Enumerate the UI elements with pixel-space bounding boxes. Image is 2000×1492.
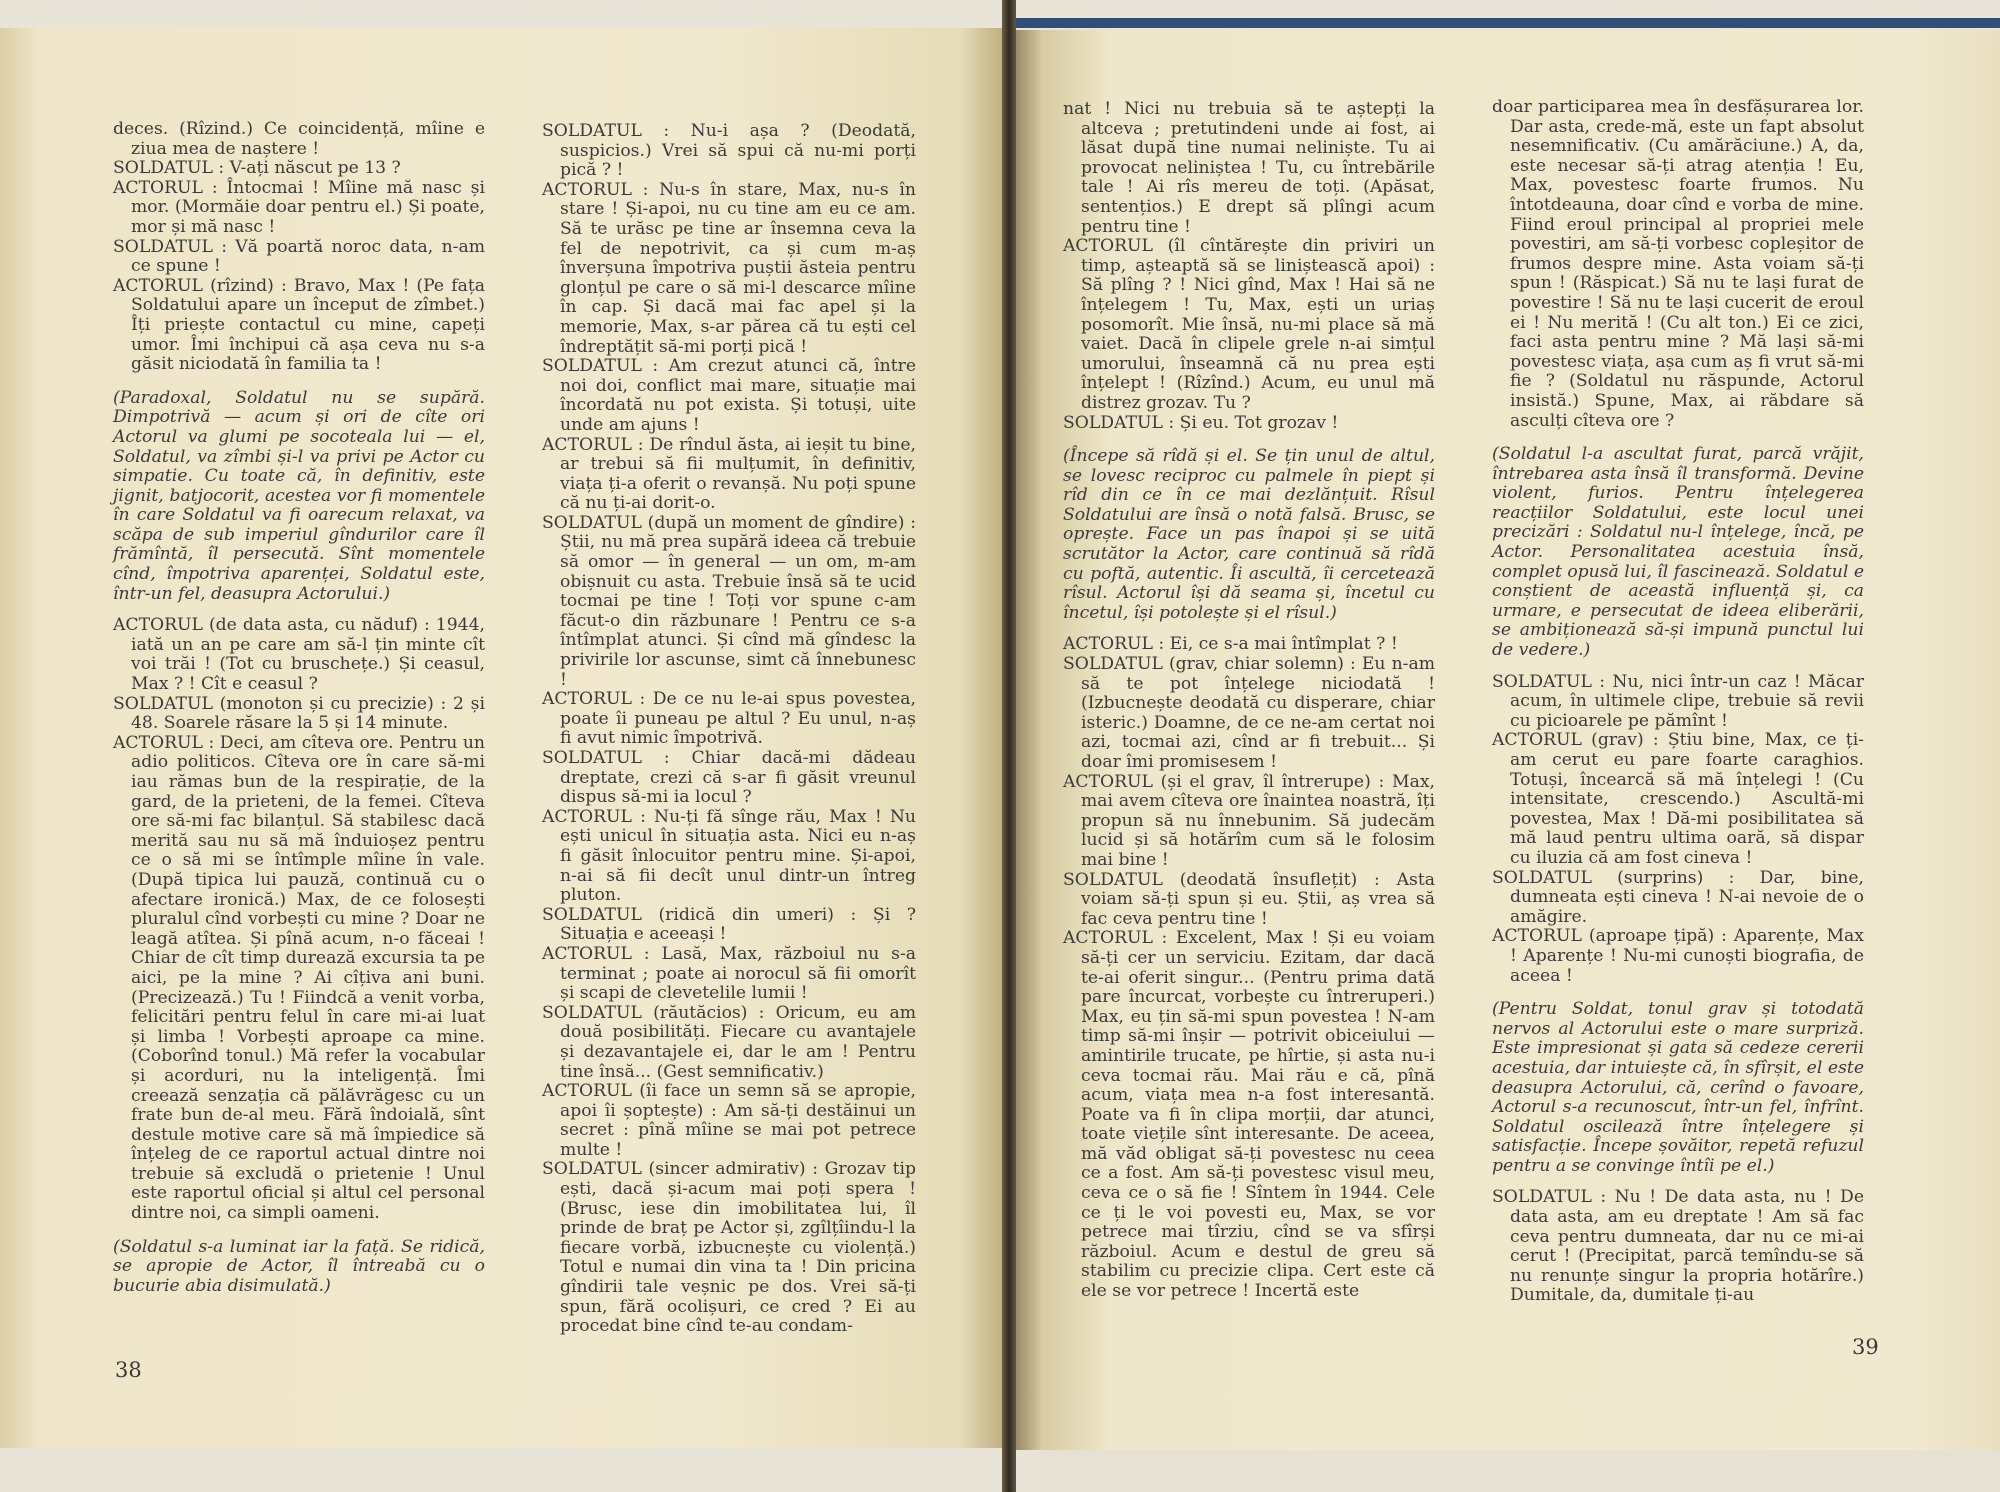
- page-number-right: 39: [1852, 1335, 1879, 1359]
- dialogue-paragraph: SOLDATUL (sincer admirativ) : Grozav tip ești, dacă și-acum mai poți spera ! (Brusc, iese din imobilitatea lui, îl prinde de braț pe Actor și, zgîlțîindu-l la fiecare vorbă, izbucnește cu violență.) Totul e numai din vina ta ! Din pricina gîndirii tale veșnic pe dos. Vrei să-ți spun, fără ocolișuri, ce cred ? Ei au procedat bine cînd te-au condam-: [542, 1159, 916, 1337]
- dialogue-paragraph: ACTORUL : De ce nu le-ai spus povestea, poate îi puneau pe altul ? Eu unul, n-aș fi avut nimic împotrivă.: [542, 689, 916, 749]
- dialogue-paragraph: SOLDATUL : Nu-i așa ? (Deodată, suspicios.) Vrei să spui că nu-mi porți pică ? !: [542, 121, 916, 181]
- dialogue-paragraph: ACTORUL : Întocmai ! Mîine mă nasc și mor. (Mormăie doar pentru el.) Și poate, mor și mă nasc !: [113, 177, 485, 237]
- dialogue-paragraph: ACTORUL : Excelent, Max ! Și eu voiam să-ți cer un serviciu. Ezitam, dar dacă te-ai oferit singur... (Pentru prima dată pare încurcat, vorbește cu întreruperi.) Max, eu țin să-mi spun povestea ! N-am timp să-mi înșir — potrivit obiceiului — amintirile trucate, pe hîrtie, și asta nu-i ceva tocmai rău. Mai rău e că, pînă acum, viața mea n-a fost interesantă. Poate va fi în clipa morții, dar atunci, toate viețile sînt interesante. De aceea, mă văd obligat să-ți povestesc nu ceea ce a fost. Am să-ți povestesc visul meu, ceva ce o să fie ! Sîntem în 1944. Cele ce ți le voi povesti eu, Max, se vor petrece mai tîrziu, cînd se va sfîrși războiul. Acum e destul de greu să stabilim cu precizie clipa. Cert este că ele se vor petrece ! Incertă este: [1063, 928, 1435, 1302]
- dialogue-paragraph: ACTORUL (îl cîntărește din priviri un timp, așteaptă să se liniștească apoi) : Să plîng ? ! Nici gînd, Max ! Hai să ne înțelegem ! Tu, Max, ești un uriaș posomorît. Mie însă, nu-mi place să mă vaiet. Dacă în clipele grele n-ai simțul umorului, înseamnă că nu prea ești înțelept ! (Rîzînd.) Acum, eu unul mă distrez grozav. Tu ?: [1063, 236, 1435, 413]
- dialogue-paragraph: ACTORUL (aproape țipă) : Aparențe, Max ! Aparențe ! Nu-mi cunoști biografia, de aceea !: [1492, 926, 1864, 986]
- dialogue-paragraph: SOLDATUL (monoton și cu precizie) : 2 și 48. Soarele răsare la 5 și 14 minute.: [113, 693, 485, 734]
- dialogue-paragraph: SOLDATUL : V-ați născut pe 13 ?: [113, 158, 401, 179]
- dialogue-paragraph: SOLDATUL : Nu, nici într-un caz ! Măcar acum, în ultimele clipe, trebuie să revii cu picioarele pe pămînt !: [1492, 671, 1864, 731]
- dialogue-paragraph: SOLDATUL (după un moment de gîndire) : Știi, nu mă prea supără ideea că trebuie să omor — în general — un om, m-am obișnuit cu asta. Trebuie însă să te ucid tocmai pe tine ! Toți vor spune c-am făcut-o din răzbunare ! Pentru ce s-a întîmplat atunci. Și cînd mă gîndesc la privirile lor ascunse, simt că înnebunesc !: [542, 512, 916, 690]
- right-page-column-1: [1063, 100, 1435, 1302]
- dialogue-paragraph: SOLDATUL : Vă poartă noroc data, n-am ce spune !: [113, 236, 485, 277]
- dialogue-paragraph: ACTORUL (rîzind) : Bravo, Max ! (Pe fața Soldatului apare un început de zîmbet.) Îți priește contactul cu mine, capeți umor. Îmi închipui că așa ceva nu s-a găsit niciodată în familia ta !: [113, 275, 485, 375]
- dialogue-paragraph: deces. (Rîzind.) Ce coincidență, mîine e ziua mea de naștere !: [113, 119, 485, 159]
- left-page-column-1: [113, 120, 485, 1308]
- dialogue-paragraph: ACTORUL : De rîndul ăsta, ai ieșit tu bine, ar trebui să fii mulțumit, în definitiv, viața ți-a oferit o revanșă. Nu poți spune că nu ți-ai dorit-o.: [542, 434, 916, 514]
- dialogue-paragraph: doar participarea mea în desfășurarea lor. Dar asta, crede-mă, este un fapt absolut nesemnificativ. (Cu amărăciune.) A, da, este necesar să-ți atrag atenția ! Eu, Max, povestesc foarte frumos. Nu întotdeauna, doar cînd e vorba de mine. Fiind eroul principal al propriei mele povestiri, am să-ți vorbesc copleșitor de frumos despre mine. Asta voiam să-ți spun ! (Răspicat.) Să nu te lași furat de povestire ! Să nu te lași cucerit de eroul ei ! Nu merită ! (Cu alt ton.) Ei ce zici, faci asta pentru mine ? Mă lași să-mi povestesc viața, așa cum aș fi vrut să-mi fie ? (Soldatul nu răspunde, Actorul insistă.) Spune, Max, ai răbdare să asculți cîteva ore ?: [1492, 97, 1864, 431]
- dialogue-paragraph: ACTORUL : Lasă, Max, războiul nu s-a terminat ; poate ai norocul să fii omorît și scapi de clevetelile lumii !: [542, 943, 916, 1004]
- stage-direction: (Paradoxal, Soldatul nu se supără. Dimpotrivă — acum și ori de cîte ori Actorul va glumi pe socoteala lui — el, Soldatul, va zîmbi și-l va privi pe Actor cu simpatie. Cu toate că, în definitiv, este jignit, batjocorit, acestea vor fi momentele în care Soldatul va fi oarecum relaxat, va scăpa de sub imperiul gîndurilor care îl frămîntă, îl persecută. Sînt momentele cînd, împotriva aparenței, Soldatul este, într-un fel, deasupra Actorului.): [113, 387, 485, 604]
- left-page: [0, 28, 1010, 1448]
- dialogue-paragraph: SOLDATUL : Chiar dacă-mi dădeau dreptate, crezi că s-ar fi găsit vreunul dispus să-mi ia locul ?: [542, 748, 916, 808]
- dialogue-paragraph: nat ! Nici nu trebuia să te aștepți la altceva ; pretutindeni unde ai fost, ai lăsat după tine numai neliniște. Tu ai provocat neliniștea ! Tu, cu întrebările tale ! Ai rîs mereu de toți. (Apăsat, sentențios.) E drept să plîngi acum pentru tine !: [1063, 99, 1435, 237]
- dialogue-paragraph: ACTORUL (de data asta, cu năduf) : 1944, iată un an pe care am să-l țin minte cît voi trăi ! (Tot cu bruschețe.) Și ceasul, Max ? ! Cît e ceasul ?: [113, 615, 485, 695]
- bottom-background: [1040, 1446, 2000, 1492]
- page-number-left: 38: [115, 1358, 142, 1382]
- dialogue-paragraph: SOLDATUL (ridică din umeri) : Și ? Situația e aceeași !: [542, 904, 916, 945]
- dialogue-paragraph: ACTORUL (grav) : Știu bine, Max, ce ți-am cerut eu pare foarte caraghios. Totuși, încearcă să mă înțelegi ! (Cu intensitate, crescendo.) Ascultă-mi povestea, Max ! Dă-mi posibilitatea să mă laud pentru ultima oară, să dispar cu iluzia că am fost cineva !: [1492, 730, 1864, 868]
- book-gutter: [1002, 0, 1016, 1492]
- right-page-column-2: [1492, 98, 1864, 1306]
- dialogue-paragraph: ACTORUL : Nu-s în stare, Max, nu-s în stare ! Și-apoi, nu cu tine am eu ce am. Să te urăsc pe tine ar însemna ceva la fel de nepotrivit, ca și cum m-aș înverșuna împotriva puștii ăsteia pentru glonțul pe care o să mi-l descarce mîine în cap. Și dacă mai fac apel și la memorie, Max, s-ar părea că tu ești cel îndreptățit să-mi porți pică !: [542, 179, 916, 357]
- dialogue-paragraph: SOLDATUL : Și eu. Tot grozav !: [1063, 412, 1339, 433]
- dialogue-paragraph: ACTORUL : Ei, ce s-a mai întîmplat ? !: [1063, 634, 1398, 655]
- dialogue-paragraph: SOLDATUL : Nu ! De data asta, nu ! De data asta, am eu dreptate ! Am să fac ceva pentru dumneata, dar nu ce mi-ai cerut ! (Precipitat, parcă temîndu-se să nu renunțe singur la propria hotărîre.) Dumitale, da, dumitale ți-au: [1492, 1187, 1864, 1306]
- stage-direction: (Soldatul l-a ascultat furat, parcă vrăjit, întrebarea asta însă îl transformă. Devine violent, furios. Pentru înțelegerea reacțiilor Soldatului, este locul unei precizări : Soldatul nu-l înțelege, încă, pe Actor. Personalitatea acestuia însă, complet opusă lui, îl fascinează. Soldatul e conștient de această influență și, ca urmare, e persecutat de ideea eliberării, se ambiționează să-și impună punctul lui de vedere.): [1492, 444, 1864, 661]
- stage-direction: (Începe să rîdă și el. Se țin unul de altul, se lovesc reciproc cu palmele în piept și rîd din ce în ce mai dezlănțuit. Rîsul Soldatului are însă o notă falsă. Brusc, se oprește. Face un pas înapoi și se uită scrutător la Actor, care continuă să rîdă cu poftă, autentic. Îi ascultă, îi cercetează rîsul. Actorul își dă seama și, încetul cu încetul, își potolește și el rîsul.): [1063, 446, 1435, 623]
- dialogue-paragraph: SOLDATUL (deodată însuflețit) : Asta voiam să-ți spun și eu. Știi, aș vrea să fac ceva pentru tine !: [1063, 869, 1435, 929]
- dialogue-paragraph: SOLDATUL (surprins) : Dar, bine, dumneata ești cineva ! N-ai nevoie de o amăgire.: [1492, 867, 1864, 927]
- left-page-column-2: [542, 122, 916, 1337]
- stage-direction: (Pentru Soldat, tonul grav și totodată nervos al Actorului este o mare surpriză. Este impresionat și gata să cedeze cererii acestuia, dar intuiește că, în sfîrșit, el este deasupra Actorului, că, cerînd o favoare, Actorul s-a recunoscut, într-un fel, înfrînt. Soldatul oscilează între înțelegere și satisfacție. Începe șovăitor, repetă refuzul pentru a se convinge întîi pe el.): [1492, 999, 1864, 1176]
- dialogue-paragraph: ACTORUL : Deci, am cîteva ore. Pentru un adio politicos. Cîteva ore în care să-mi iau rămas bun de la respirație, de la gard, de la prieteni, de la femei. Cîteva ore să-mi fac bilanțul. Să stabilesc dacă merită sau nu să mă înduioșez pentru ce o să mi se întîmple mîine în vale. (După tipica lui pauză, continuă cu o afectare ironică.) Max, de ce folosești pluralul cînd vorbești cu mine ? Doar ne leagă atîtea. Și pînă acum, n-o făceai ! Chiar de cît timp durează excursia ta pe aici, pe la mine ? Ai cîțiva ani buni. (Precizează.) Tu ! Fiindcă a venit vorba, felicitări pentru felul în care mi-ai luat și limba ! Vorbești aproape ca mine. (Coborînd tonul.) Mă refer la vocabular și acorduri, nu la inteligență. Îmi creează senzația că pălăvrăgesc cu un frate bun de-al meu. Fără îndoială, sînt destule motive care să mă împiedice să înțeleg de ce raportul actual dintre noi trebuie să excludă o prietenie ! Unul este raportul oficial și altul cel personal dintre noi, ca simpli oameni.: [113, 732, 485, 1224]
- dialogue-paragraph: ACTORUL (îi face un semn să se apropie, apoi îi șoptește) : Am să-ți destăinui un secret : pînă mîine se mai pot petrece multe !: [542, 1081, 916, 1160]
- dialogue-paragraph: SOLDATUL : Am crezut atunci că, între noi doi, conflict mai mare, situație mai încordată nu pot exista. Și totuși, uite unde am ajuns !: [542, 356, 916, 435]
- dialogue-paragraph: SOLDATUL (grav, chiar solemn) : Eu n-am să te pot înțelege niciodată ! (Izbucnește deodată cu disperare, chiar isteric.) Doamne, de ce ne-am certat noi azi, tocmai azi, cînd ar fi trebuit... Și doar îmi promisesem !: [1063, 654, 1435, 772]
- dialogue-paragraph: ACTORUL (și el grav, îl întrerupe) : Max, mai avem cîteva ore înaintea noastră, îți propun să nu înnebunim. Să judecăm lucid și să hotărîm cum să le folosim mai bine !: [1063, 771, 1435, 870]
- dialogue-paragraph: SOLDATUL (răutăcios) : Oricum, eu am două posibilități. Fiecare cu avantajele și dezavantajele ei, dar le am ! Pentru tine însă... (Gest semnificativ.): [542, 1002, 916, 1082]
- dialogue-paragraph: ACTORUL : Nu-ți fă sînge rău, Max ! Nu ești unicul în situația asta. Nici eu n-aș fi găsit înlocuitor pentru mine. Și-apoi, n-ai să fii decît unul dintr-un întreg pluton.: [542, 806, 916, 906]
- right-page: [1012, 30, 2000, 1450]
- blue-cover-edge: [1012, 18, 2000, 28]
- stage-direction: (Soldatul s-a luminat iar la față. Se ridică, se apropie de Actor, îl întreabă cu o bucurie abia disimulată.): [113, 1236, 485, 1296]
